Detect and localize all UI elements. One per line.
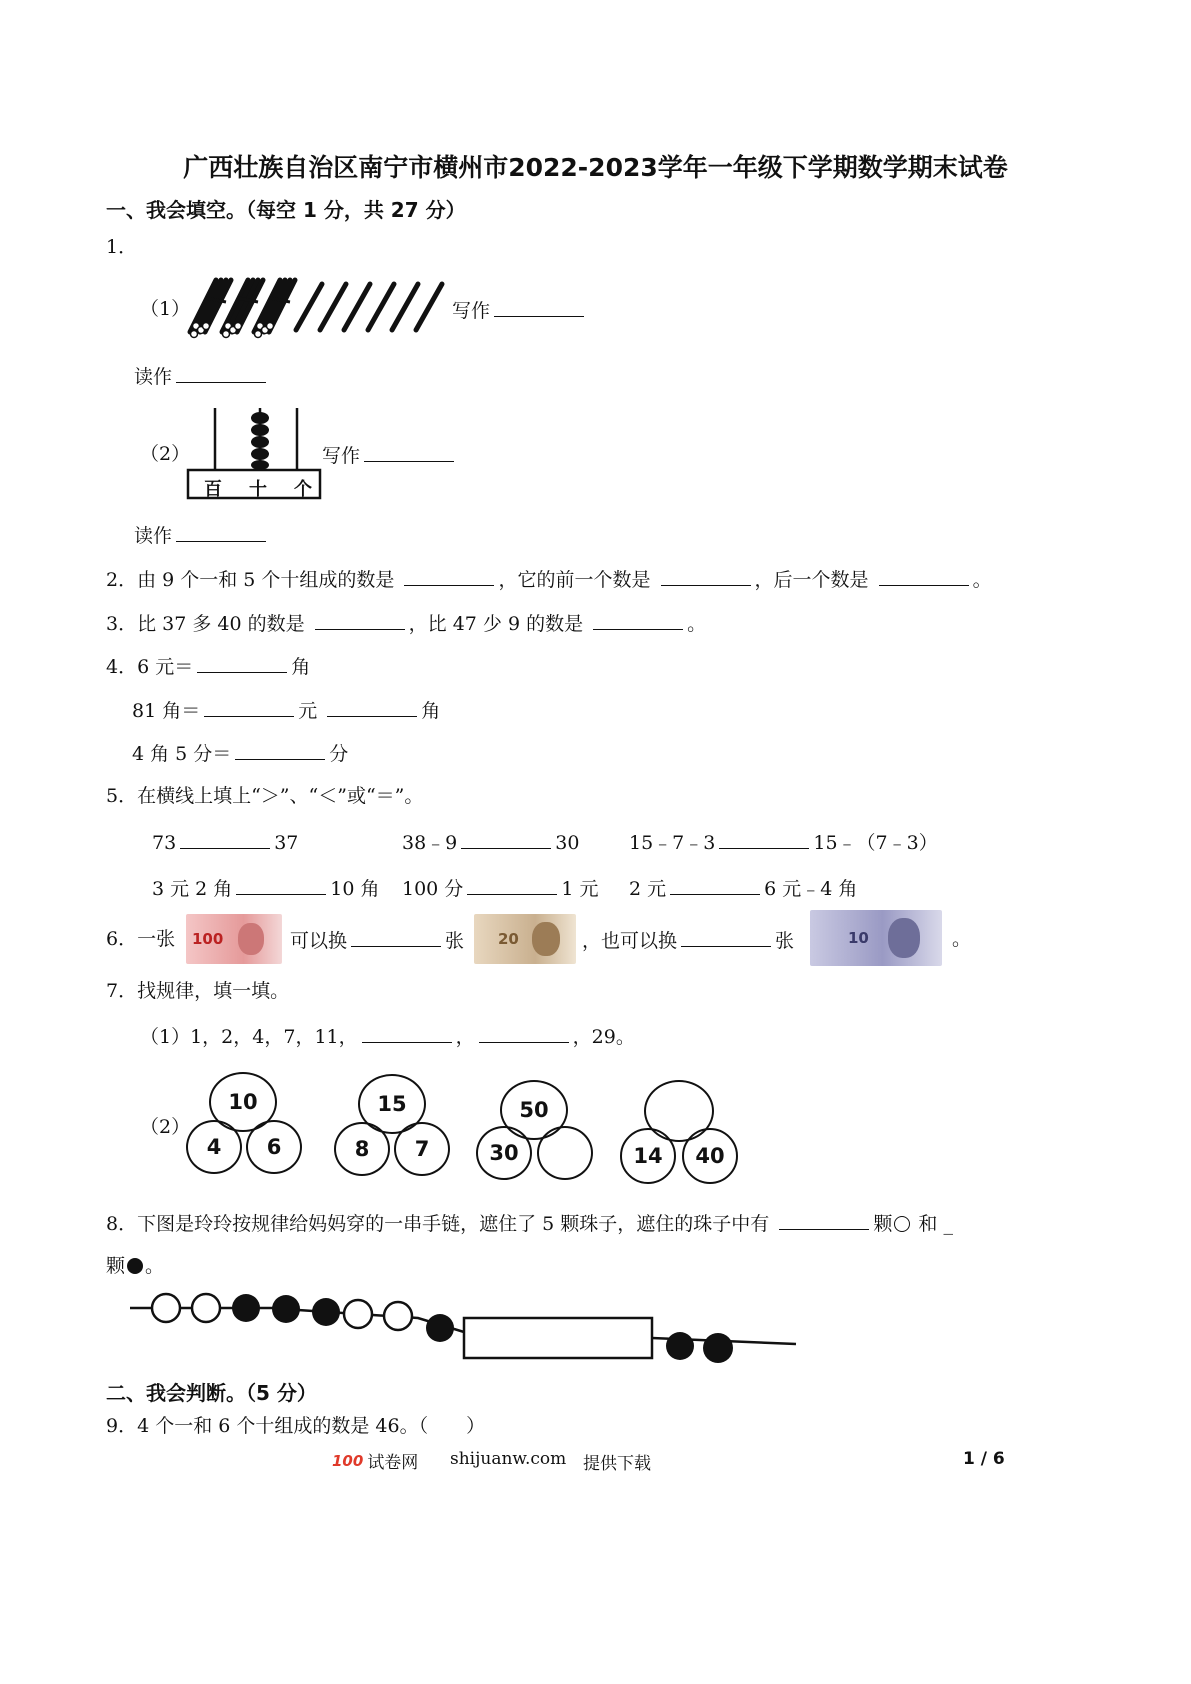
- bracelet-figure: [128, 1288, 798, 1368]
- q5-row2-item2: 100 分 1 元: [402, 874, 598, 902]
- q6-blank-2[interactable]: [681, 926, 771, 947]
- q7-p2-label: （2）: [140, 1116, 191, 1138]
- q9: 9．4 个一和 6 个十组成的数是 46。（ ）: [106, 1415, 486, 1437]
- page-title: 广西壮族自治区南宁市横州市2022-2023学年一年级下学期数学期末试卷: [183, 153, 1008, 182]
- section-heading-1: 一、我会填空。（每空 1 分，共 27 分）: [106, 198, 466, 222]
- q5-row1-item1: 73 37: [152, 828, 298, 856]
- q8-blank-1[interactable]: [779, 1209, 869, 1230]
- q5-row2-item3: 2 元 6 元﹣4 角: [629, 874, 857, 902]
- sticks-figure: [184, 274, 450, 340]
- q7-g3-left: 30: [476, 1126, 532, 1180]
- white-bead-icon: [894, 1216, 910, 1232]
- q5-row1-item2: 38﹣9 30: [402, 828, 579, 856]
- banknote-10-image: 10: [810, 910, 942, 966]
- q7-g2-left: 8: [334, 1122, 390, 1176]
- q7-g4-left: 14: [620, 1128, 676, 1184]
- q4-blank-2[interactable]: [204, 696, 294, 717]
- q2: 2．由 9 个一和 5 个十组成的数是 ，它的前一个数是 ，后一个数是 。: [106, 565, 992, 593]
- q6-intro: 6．一张: [106, 928, 176, 950]
- q6-blank-1[interactable]: [351, 926, 441, 947]
- q5-blank-2[interactable]: [461, 828, 551, 849]
- q6-end: ，也可以换 张: [582, 926, 794, 954]
- q1-p2-read-blank[interactable]: [176, 521, 266, 542]
- q3: 3．比 37 多 40 的数是 ，比 47 少 9 的数是 。: [106, 609, 706, 637]
- q5-row2-item1: 3 元 2 角 10 角: [152, 874, 380, 902]
- q5-blank-3[interactable]: [719, 828, 809, 849]
- q7-g1-left: 4: [186, 1120, 242, 1174]
- q7-g1-top: 10: [209, 1072, 277, 1132]
- q8-line-1: 8．下图是玲玲按规律给妈妈穿的一串手链，遮住了 5 颗珠子，遮住的珠子中有 颗 和 _: [106, 1209, 953, 1237]
- q1-p1-write: 写作: [452, 296, 588, 324]
- q7-blank-2[interactable]: [479, 1022, 569, 1043]
- q5-blank-5[interactable]: [467, 874, 557, 895]
- q2-blank-2[interactable]: [661, 565, 751, 586]
- q5-row1-item3: 15﹣7﹣3 15﹣（7﹣3）: [629, 828, 938, 856]
- site-logo: 100: [332, 1451, 364, 1470]
- q1-p2-write-blank[interactable]: [364, 441, 454, 462]
- hidden-beads-box: [464, 1318, 652, 1358]
- q4-blank-1[interactable]: [197, 652, 287, 673]
- q2-blank-1[interactable]: [404, 565, 494, 586]
- q1-number: 1．: [106, 236, 138, 258]
- footer-brand: 100 试卷网: [332, 1451, 419, 1473]
- q1-p2-read: 读作: [134, 521, 270, 549]
- q7-g2-top: 15: [358, 1074, 426, 1134]
- q5-blank-4[interactable]: [236, 874, 326, 895]
- q8-line-2: 颗 。: [106, 1255, 165, 1277]
- q1-p2-write: 写作: [322, 441, 458, 469]
- q4-blank-3[interactable]: [327, 696, 417, 717]
- q4-blank-4[interactable]: [235, 739, 325, 760]
- banknote-20-image: 20: [474, 914, 576, 964]
- q5-blank-6[interactable]: [670, 874, 760, 895]
- abacus-labels: 百 十 个: [204, 479, 312, 500]
- q7-p1: （1）1，2，4，7，11， ， ，29。: [140, 1022, 635, 1050]
- q5-blank-1[interactable]: [180, 828, 270, 849]
- q7-g4-right: 40: [682, 1128, 738, 1184]
- q7-blank-1[interactable]: [362, 1022, 452, 1043]
- q8-blank-2[interactable]: _: [943, 1213, 953, 1235]
- q7-g3-top: 50: [500, 1080, 568, 1140]
- q1-p1-read-blank[interactable]: [176, 362, 266, 383]
- footer-url[interactable]: shijuanw.com: [450, 1449, 567, 1469]
- q4-line-3: 4 角 5 分＝ 分: [132, 739, 348, 767]
- q3-blank-1[interactable]: [315, 609, 405, 630]
- q7-g3-right-blank[interactable]: [537, 1126, 593, 1180]
- q6-period: 。: [952, 928, 972, 950]
- black-bead-icon: [127, 1258, 143, 1274]
- footer-provide: 提供下载: [583, 1454, 651, 1474]
- q3-blank-2[interactable]: [593, 609, 683, 630]
- q5-text: 5．在横线上填上“＞”、“＜”或“＝”。: [106, 785, 424, 807]
- q7-text: 7．找规律，填一填。: [106, 980, 290, 1002]
- q2-blank-3[interactable]: [879, 565, 969, 586]
- banknote-100-image: 100: [186, 914, 282, 964]
- q7-g1-right: 6: [246, 1120, 302, 1174]
- q4-line-1: 4．6 元＝ 角: [106, 652, 310, 680]
- q6-mid: 可以换 张: [290, 926, 464, 954]
- q1-p2-label: （2）: [140, 443, 191, 465]
- q7-g2-right: 7: [394, 1122, 450, 1176]
- q4-line-2: 81 角＝ 元 角: [132, 696, 440, 724]
- q1-p1-read: 读作: [134, 362, 270, 390]
- q1-p1-write-blank[interactable]: [494, 296, 584, 317]
- q1-p1-label: （1）: [140, 298, 191, 320]
- page-number: 1 / 6: [963, 1449, 1005, 1469]
- section-heading-2: 二、我会判断。（5 分）: [106, 1381, 317, 1405]
